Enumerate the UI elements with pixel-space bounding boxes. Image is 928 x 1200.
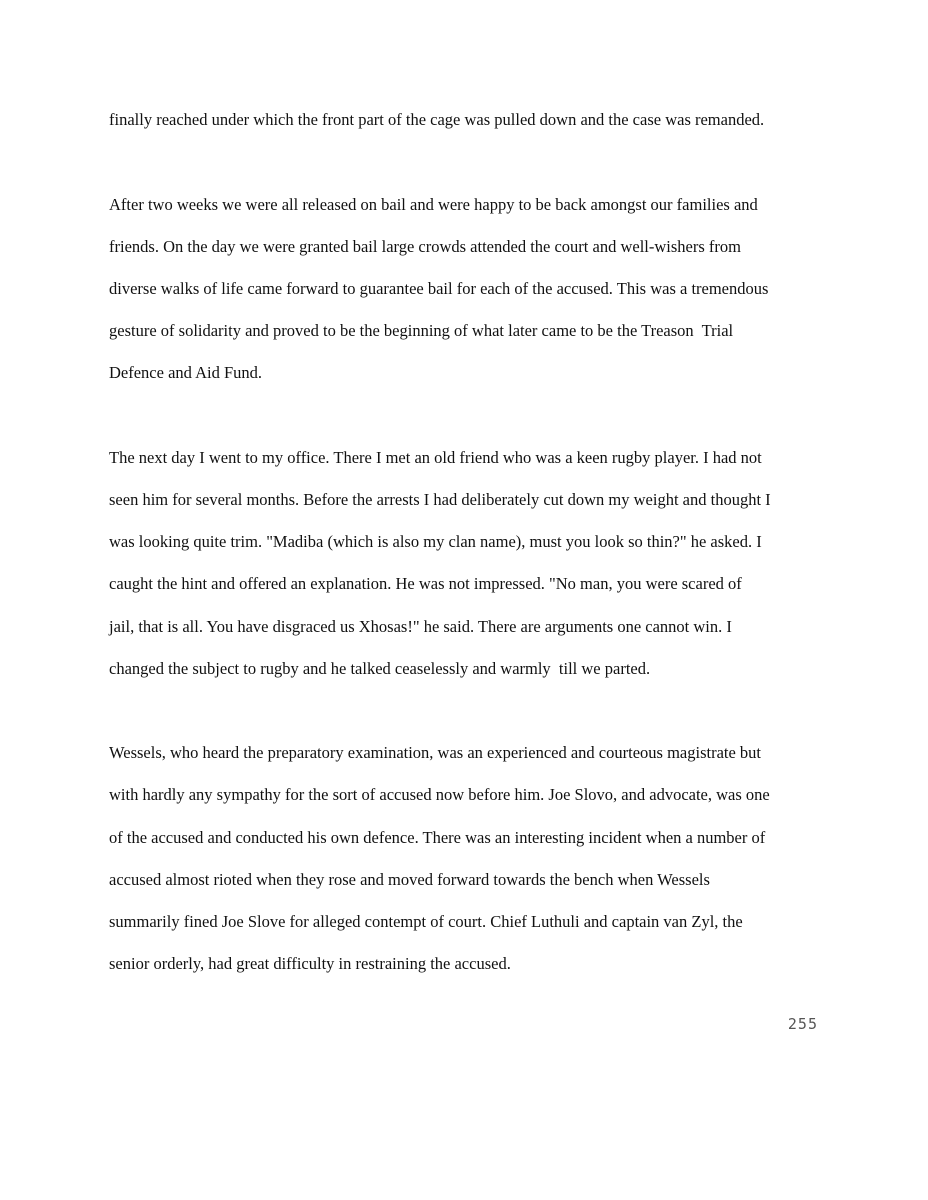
paragraph-4-line-4: accused almost rioted when they rose and moved forward towards the bench when Wessels [109, 870, 710, 889]
paragraph-3-line-1: The next day I went to my office. There I met an old friend who was a keen rugby player. I had not [109, 448, 762, 467]
paragraph-3-line-6: changed the subject to rugby and he talked ceaselessly and warmly till we parted. [109, 659, 651, 678]
paragraph-2-line-1: After two weeks we were all released on bail and were happy to be back amongst our families and [109, 195, 758, 214]
paragraph-4-line-6: senior orderly, had great difficulty in restraining the accused. [109, 954, 511, 973]
paragraph-4-line-5: summarily fined Joe Slove for alleged contempt of court. Chief Luthuli and captain van Zyl, the [109, 912, 743, 931]
paragraph-4-line-2: with hardly any sympathy for the sort of accused now before him. Joe Slovo, and advocate, was one [109, 785, 770, 804]
paragraph-2-line-5: Defence and Aid Fund. [109, 363, 263, 382]
paragraph-2-line-2: friends. On the day we were granted bail large crowds attended the court and well-wishers from [109, 237, 741, 256]
paragraph-3-line-5: jail, that is all. You have disgraced us Xhosas!" he said. There are arguments one cannot win. I [109, 617, 732, 636]
paragraph-3-line-3: was looking quite trim. "Madiba (which is also my clan name), must you look so thin?" he asked. I [109, 532, 762, 551]
paragraph-1-line-1: finally reached under which the front part of the cage was pulled down and the case was remanded. [109, 110, 765, 129]
paragraph-4-line-1: Wessels, who heard the preparatory examination, was an experienced and courteous magistrate but [109, 743, 762, 762]
paragraph-4-line-3: of the accused and conducted his own defence. There was an interesting incident when a number of [109, 828, 766, 847]
paragraph-2-line-4: gesture of solidarity and proved to be the beginning of what later came to be the Treason Trial [109, 321, 734, 340]
page-number: 255 [787, 1015, 818, 1033]
paragraph-2-line-3: diverse walks of life came forward to guarantee bail for each of the accused. This was a tremendous [109, 279, 769, 298]
paragraph-3-line-4: caught the hint and offered an explanation. He was not impressed. "No man, you were scared of [109, 574, 742, 593]
paragraph-3-line-2: seen him for several months. Before the arrests I had deliberately cut down my weight and thought I [109, 490, 771, 509]
